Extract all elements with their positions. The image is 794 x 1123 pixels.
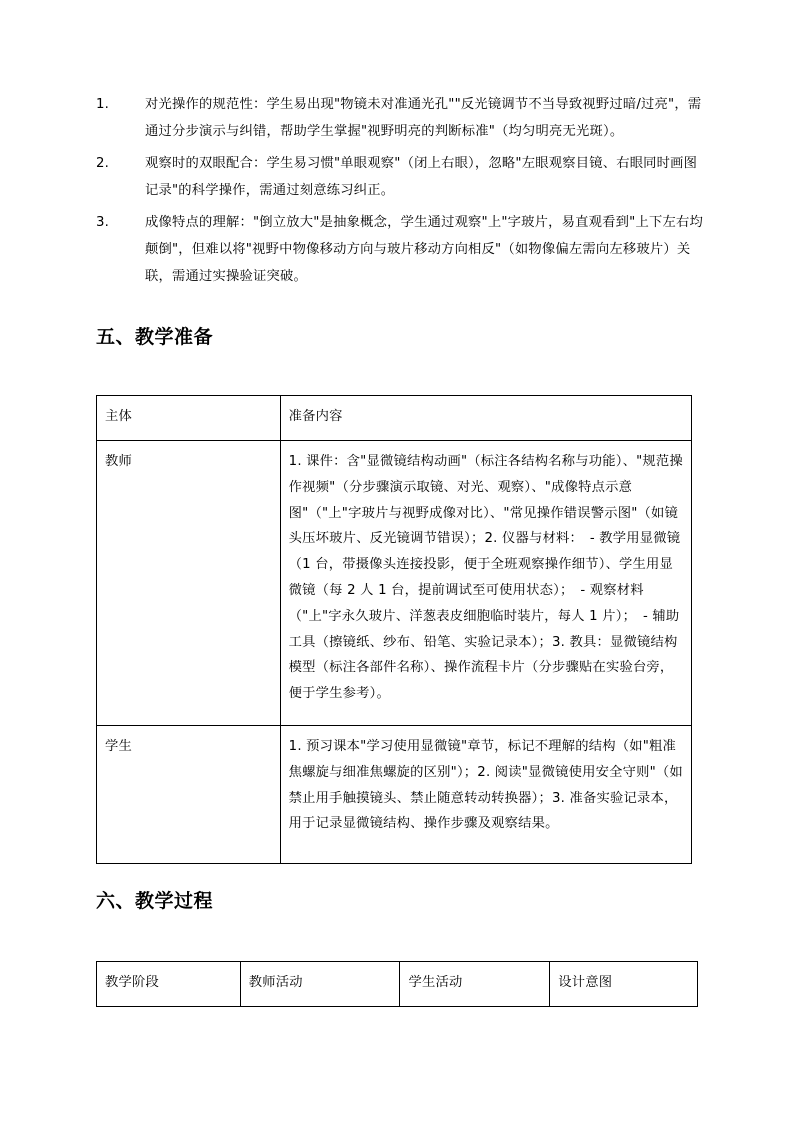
list-item-number: 1. [96, 97, 110, 112]
table-cell-content: 1. 课件：含"显微镜结构动画"（标注各结构名称与功能）、"规范操作视频"（分步骤演示取镜、对光、观察）、"成像特点示意图"（"上"字玻片与视野成像对比）、"常见操作错误警示图"（如镜头压坏玻片、反光镜调节错误）；2. 仪器与材料： - 教学用显微镜（1 台，带摄像头连接投影，便于全班观察操作细节）、学生用显微镜（每 2 人 1 台，提前调试至可使用状态）； - 观察材料（"上"字永久玻片、洋葱表皮细胞临时装片，每人 1 片）； - 辅助工具（擦镜纸、纱布、铅笔、实验记录本）；3. 教具：显微镜结构模型（标注各部件名称）、操作流程卡片（分步骤贴在实验台旁，便于学生参考）。 [280, 441, 691, 726]
table-header-row [97, 962, 698, 1007]
section-heading-process: 六、教学过程 [96, 890, 214, 912]
table-header-cell: 设计意图 [550, 962, 698, 1007]
table-cell-subject: 学生 [97, 726, 281, 864]
table-row [97, 726, 692, 864]
table-header-cell: 教学阶段 [97, 962, 241, 1007]
table-header-cell: 主体 [97, 396, 281, 441]
section-heading-preparation: 五、教学准备 [96, 326, 214, 348]
table-cell-subject: 教师 [97, 441, 281, 726]
list-item-number: 2. [96, 156, 110, 172]
list-item-text: 对光操作的规范性：学生易出现"物镜未对准通光孔""反光镜调节不当导致视野过暗/过亮"，需通过分步演示与纠错，帮助学生掌握"视野明亮的判断标准"（均匀明亮无光斑）。 [145, 97, 702, 139]
preparation-table [96, 395, 692, 864]
list-item [96, 210, 708, 290]
key-points-list [96, 92, 708, 296]
table-cell-content: 1. 预习课本"学习使用显微镜"章节，标记不理解的结构（如"粗准焦螺旋与细准焦螺旋的区别"）；2. 阅读"显微镜使用安全守则"（如禁止用手触摸镜头、禁止随意转动转换器）；3. 准备实验记录本，用于记录显微镜结构、操作步骤及观察结果。 [280, 726, 691, 864]
table-header-cell: 准备内容 [280, 396, 691, 441]
process-table [96, 961, 698, 1007]
table-header-cell: 教师活动 [240, 962, 400, 1007]
list-item-number: 3. [96, 215, 110, 231]
list-item-text: 观察时的双眼配合：学生易习惯"单眼观察"（闭上右眼），忽略"左眼观察目镜、右眼同时画图记录"的科学操作，需通过刻意练习纠正。 [145, 156, 698, 198]
table-header-row [97, 396, 692, 441]
list-item [96, 92, 708, 145]
table-header-cell: 学生活动 [400, 962, 550, 1007]
table-row [97, 441, 692, 726]
list-item-text: 成像特点的理解："倒立放大"是抽象概念，学生通过观察"上"字玻片，易直观看到"上下左右均颠倒"，但难以将"视野中物像移动方向与玻片移动方向相反"（如物像偏左需向左移玻片）关联，需通过实操验证突破。 [145, 215, 703, 284]
list-item [96, 151, 708, 204]
